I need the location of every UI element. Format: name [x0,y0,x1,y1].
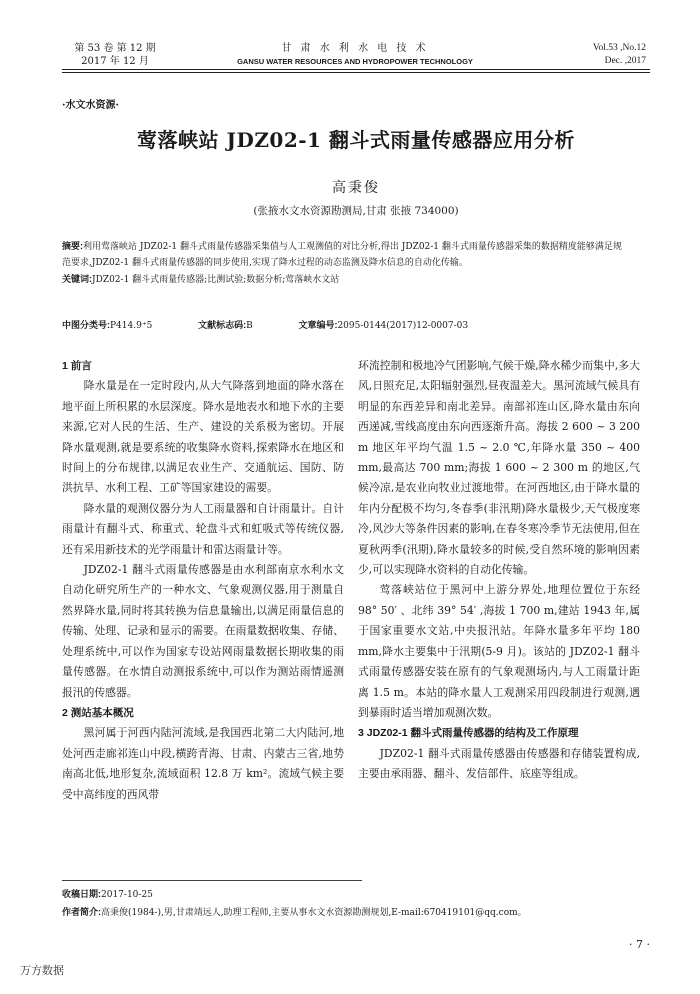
paragraph: 环流控制和极地冷气团影响,气候干燥,降水稀少而集中,多大风,日照充足,太阳辐射强烈,昼夜温差大。黑河流域气候具有明显的东西差异和南北差异。南部祁连山区,降水量由东向西递减,雪线高度由东向西逐渐升高。海拔 2 600 ~ 3 200 m 地区年平均气温 1.5 ~ 2.0 ℃,年降水量 350 ~ 400 mm,最高达 700 mm;海拔 1 600 ~ 2 300 m 的地区,气候冷凉,是农业向牧业过渡地带。在河西地区,由于降水量的年内分配极不均匀,冬春季(非汛期)降水量极少,天气极度寒冷,风沙大等条件因素的影响,在春冬寒冷季节无法使用,但在夏秋两季(汛期),降水量较多的时候,受自然环境的影响因素少,可以实现降水资料的自动化传输。 [358,359,640,577]
header-rule [62,69,650,70]
received-value: 2017-10-25 [101,890,153,900]
doc-code-value: B [246,321,253,331]
paragraph: 黑河属于河西内陆河流域,是我国西北第二大内陆河,地处河西走廊祁连山中段,横跨青海、甘肃、内蒙古三省,地势南高北低,地形复杂,流域面积 12.8 万 km²。流域气候主要受中高纬度的西风带 [62,726,344,801]
watermark: 万方数据 [20,965,64,977]
header-volume-issue: 第 53 卷 第 12 期 [74,43,156,54]
author-bio-text: 高秉俊(1984-),男,甘肃靖远人,助理工程师,主要从事水文水资源勘测规划,E-mail:670419101@qq.com。 [101,908,527,918]
header-date: 2017 年 12 月 [81,56,149,67]
abstract-label: 摘要: [62,241,83,251]
author-bio-label: 作者简介: [62,907,101,917]
affiliation: (张掖水文水资源勘测局,甘肃 张掖 734000) [253,205,459,217]
header-date-en: Dec. ,2017 [604,56,646,66]
header-vol-no: Vol.53 ,No.12 [592,43,646,53]
abstract [62,238,630,271]
clc-value: P414.9⁺5 [110,321,153,331]
footnote-rule [62,880,362,881]
received-date [62,886,527,904]
clc-label: 中图分类号: [62,320,110,330]
paragraph: 降水量是在一定时段内,从大气降落到地面的降水落在地平面上所积累的水层深度。降水是地表水和地下水的主要来源,它对人民的生活、生产、建设的关系极为密切。开展降水量观测,就是要系统的收集降水资料,探索降水在地区和时间上的分布规律,以满足农业生产、交通航运、国防、防洪抗旱、水利工程、工矿等国家建设的需要。 [62,379,344,495]
right-column [358,356,640,785]
classification-line [62,318,468,331]
section-heading-2: 2 测站基本概况 [62,706,134,719]
section-tag: ·水文水资源· [62,100,119,111]
footnote [62,886,527,922]
abstract-block [62,238,630,288]
article-no-label: 文章编号: [298,320,338,330]
header-volume [70,42,160,68]
left-column [62,356,344,805]
author-name: 高秉俊 [332,180,380,196]
paragraph: JDZ02-1 翻斗式雨量传感器由传感器和存储装置构成,主要由承雨器、翻斗、发信部件、底座等组成。 [358,746,640,781]
keywords-text: JDZ02-1 翻斗式雨量传感器;比测试验;数据分析;莺落峡水文站 [92,275,340,285]
keywords-label: 关键词: [62,274,92,284]
header-volume-en [556,42,646,68]
paragraph: 降水量的观测仪器分为人工雨量器和自计雨量计。自计雨量计有翻斗式、称重式、轮盘斗式和虹吸式等传统仪器,还有采用新技术的光学雨量计和雷达雨量计等。 [62,501,344,556]
received-label: 收稿日期: [62,889,101,899]
author-bio [62,904,527,922]
page-number: · 7 · [629,938,650,951]
paragraph: 莺落峡站位于黑河中上游分界处,地理位置位于东经 98° 50′ 、北纬 39° 54′ ,海拔 1 700 m,建站 1943 年,属于国家重要水文站,中央报汛站。年降水量多年平均 180 mm,降水主要集中于汛期(5-9 月)。该站的 JDZ02-1 翻斗式雨量传感器安装在原有的气象观测场内,与人工雨量计距离 1.5 m。本站的降水量人工观测采用四段制进行观测,遇到暴雨时适当增加观测次数。 [358,583,640,719]
keywords [62,271,630,288]
doc-code-label: 文献标志码: [198,320,247,330]
section-heading-3: 3 JDZ02-1 翻斗式雨量传感器的结构及工作原理 [358,727,579,740]
section-heading-1: 1 前言 [62,360,92,372]
journal-name-cn: 甘 肃 水 利 水 电 技 术 [281,43,429,54]
paragraph: JDZ02-1 翻斗式雨量传感器是由水利部南京水利水文自动化研究所生产的一种水文、气象观测仪器,用于测量自然界降水量,同时将其转换为信息量输出,以满足雨量信息的传输、处理、记录和显示的需要。在雨量数据收集、存储、处理系统中,可以作为国家专设站网雨量数据长期收集的雨量传感器。在水情自动测报系统中,可以作为测站雨情遥测报汛的传感器。 [62,563,344,699]
header-rule-thin [62,72,650,73]
abstract-text: 利用莺落峡站 JDZ02-1 翻斗式雨量传感器采集值与人工观测值的对比分析,得出 JDZ02-1 翻斗式雨量传感器采集的数据精度能够满足规范要求,JDZ02-1 翻斗式雨量传感器的同步使用,实现了降水过程的动态监测及降水信息的自动化传输。 [62,242,622,268]
journal-name-en: GANSU WATER RESOURCES AND HYDROPOWER TECHNOLOGY [237,57,473,66]
header-journal [205,42,505,68]
paper-title: 莺落峡站 JDZ02-1 翻斗式雨量传感器应用分析 [137,128,575,152]
article-no-value: 2095-0144(2017)12-0007-03 [337,321,469,331]
